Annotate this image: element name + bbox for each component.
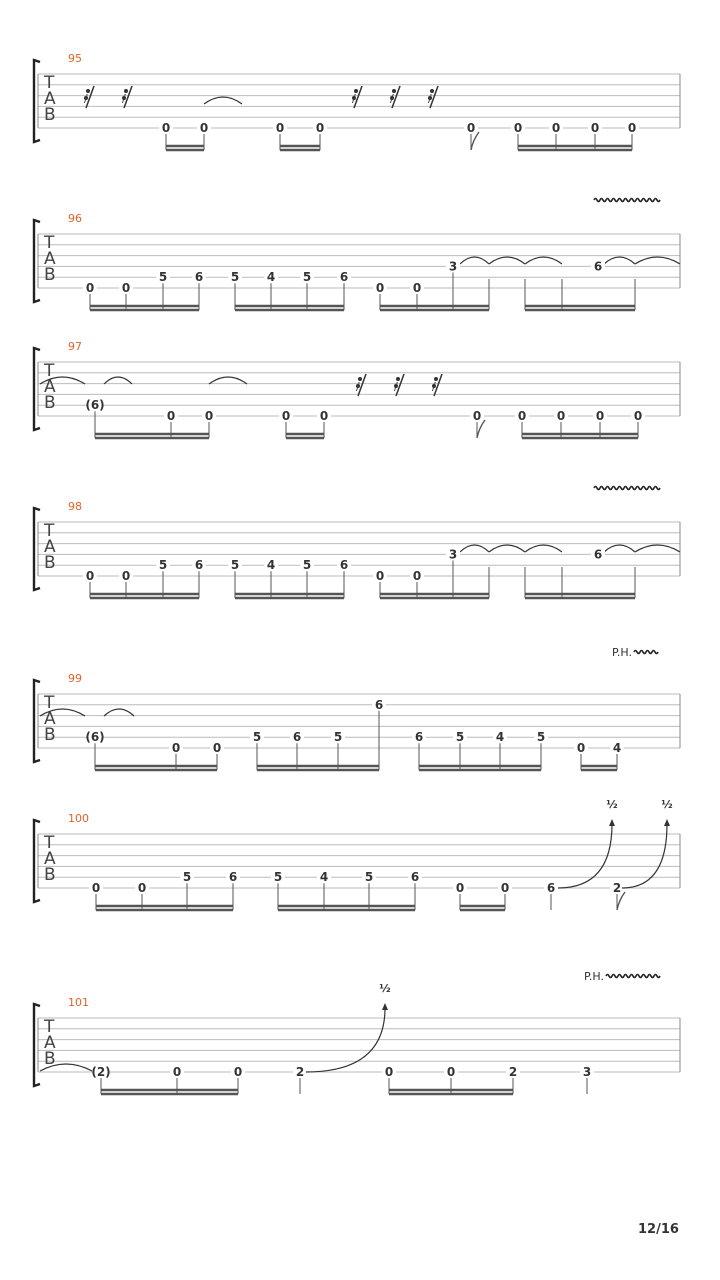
rest-dot bbox=[86, 89, 90, 93]
fret-number: 6 bbox=[194, 558, 204, 573]
rest-dot bbox=[122, 96, 126, 100]
rest-dot bbox=[124, 89, 128, 93]
pinch-harmonic-label: P.H. bbox=[584, 970, 604, 983]
tie-arc bbox=[104, 377, 132, 384]
tie-arc bbox=[525, 257, 562, 264]
fret-number: (6) bbox=[85, 398, 105, 413]
fret-number: 5 bbox=[230, 270, 240, 285]
system-bracket bbox=[34, 820, 40, 902]
fret-number: 0 bbox=[627, 121, 637, 135]
pinch-harmonic-label: P.H. bbox=[612, 646, 632, 659]
fret-number: 5 bbox=[333, 730, 343, 745]
tab-clef-letter: A bbox=[44, 89, 56, 109]
fret-number: 0 bbox=[375, 569, 385, 583]
tab-system-97 bbox=[34, 340, 680, 438]
system-bracket bbox=[34, 220, 40, 302]
fret-number: 0 bbox=[281, 409, 291, 423]
measure-number: 101 bbox=[68, 996, 89, 1009]
fret-number: 3 bbox=[582, 1065, 592, 1079]
measure-number: 98 bbox=[68, 500, 82, 513]
system-bracket bbox=[34, 680, 40, 762]
tie-arc bbox=[489, 257, 525, 264]
tab-system-96 bbox=[34, 199, 680, 311]
fret-number: 0 bbox=[633, 409, 643, 423]
fret-number: 0 bbox=[556, 409, 566, 423]
fret-number: 0 bbox=[319, 409, 329, 423]
tab-system-101 bbox=[34, 970, 680, 1094]
rest-dot bbox=[428, 96, 432, 100]
fret-number: 3 bbox=[448, 259, 458, 274]
fret-number: 6 bbox=[292, 730, 302, 745]
fret-number: 5 bbox=[302, 270, 312, 285]
rest-dot bbox=[84, 96, 88, 100]
bend-label: ½ bbox=[661, 798, 673, 811]
fret-number: 0 bbox=[576, 741, 586, 755]
tab-clef-letter: B bbox=[44, 553, 56, 573]
fret-number: 4 bbox=[495, 730, 505, 745]
fret-number: 0 bbox=[375, 281, 385, 295]
bend-arrowhead bbox=[382, 1003, 388, 1010]
fret-number: 0 bbox=[590, 121, 600, 135]
tie-arc bbox=[460, 257, 489, 264]
fret-number: 0 bbox=[166, 409, 176, 423]
fret-number: 0 bbox=[315, 121, 325, 135]
fret-number: 0 bbox=[412, 569, 422, 583]
rest-dot bbox=[354, 89, 358, 93]
tab-clef-letter: B bbox=[44, 865, 56, 885]
tie-arc bbox=[604, 257, 635, 264]
tab-clef-letter: B bbox=[44, 393, 56, 413]
fret-number: 0 bbox=[412, 281, 422, 295]
fret-number: 6 bbox=[339, 558, 349, 573]
fret-number: (6) bbox=[85, 730, 105, 745]
rest-dot bbox=[396, 377, 400, 381]
bend-arrowhead bbox=[609, 819, 615, 826]
measure-number: 97 bbox=[68, 340, 82, 353]
fret-number: 0 bbox=[455, 881, 465, 895]
fret-number: 0 bbox=[199, 121, 209, 135]
fret-number: 6 bbox=[414, 730, 424, 745]
rest-dot bbox=[352, 96, 356, 100]
tab-system-100 bbox=[34, 798, 680, 910]
rest-dot bbox=[394, 384, 398, 388]
fret-number: 5 bbox=[158, 270, 168, 285]
tab-clef-letter: B bbox=[44, 105, 56, 125]
system-bracket bbox=[34, 508, 40, 590]
fret-number: 0 bbox=[517, 409, 527, 423]
fret-number: 0 bbox=[233, 1065, 243, 1079]
rest-dot bbox=[434, 377, 438, 381]
rest-dot bbox=[358, 377, 362, 381]
tab-clef-letter: T bbox=[44, 833, 55, 853]
fret-number: 0 bbox=[121, 281, 131, 295]
tab-clef-letter: B bbox=[44, 265, 56, 285]
fret-number: 0 bbox=[446, 1065, 456, 1079]
tab-clef-letter: B bbox=[44, 725, 56, 745]
tab-clef-letter: T bbox=[44, 233, 55, 253]
tie-arc bbox=[635, 257, 680, 264]
vibrato-mark bbox=[594, 487, 660, 490]
fret-number: 0 bbox=[595, 409, 605, 423]
page-number: 12/16 bbox=[638, 1222, 679, 1237]
fret-number: 5 bbox=[182, 870, 192, 885]
tab-clef-letter: A bbox=[44, 249, 56, 269]
fret-number: 0 bbox=[513, 121, 523, 135]
tie-arc bbox=[104, 709, 134, 716]
tie-arc bbox=[635, 545, 680, 552]
fret-number: 5 bbox=[364, 870, 374, 885]
fret-number: 5 bbox=[302, 558, 312, 573]
rest-dot bbox=[392, 89, 396, 93]
fret-number: 6 bbox=[194, 270, 204, 285]
fret-number: 0 bbox=[172, 1065, 182, 1079]
fret-number: 0 bbox=[121, 569, 131, 583]
tie-arc bbox=[204, 97, 242, 104]
fret-number: 0 bbox=[384, 1065, 394, 1079]
tab-clef-letter: B bbox=[44, 1049, 56, 1069]
fret-number: 0 bbox=[85, 281, 95, 295]
fret-number: 5 bbox=[536, 730, 546, 745]
tab-clef-letter: T bbox=[44, 521, 55, 541]
fret-number: 6 bbox=[374, 697, 384, 712]
fret-number: 6 bbox=[593, 259, 603, 274]
fret-number: 4 bbox=[266, 558, 276, 573]
tab-clef-letter: T bbox=[44, 693, 55, 713]
vibrato-mark bbox=[606, 975, 660, 978]
tab-clef-letter: A bbox=[44, 377, 56, 397]
system-bracket bbox=[34, 1004, 40, 1086]
measure-number: 96 bbox=[68, 212, 82, 225]
fret-number: 2 bbox=[612, 881, 622, 895]
tab-clef-letter: T bbox=[44, 1017, 55, 1037]
fret-number: 0 bbox=[91, 881, 101, 895]
tab-clef-letter: A bbox=[44, 1033, 56, 1053]
rest-dot bbox=[430, 89, 434, 93]
fret-number: 4 bbox=[319, 870, 329, 885]
fret-number: 4 bbox=[266, 270, 276, 285]
fret-number: 6 bbox=[228, 870, 238, 885]
tab-system-98 bbox=[34, 487, 680, 599]
fret-number: 6 bbox=[339, 270, 349, 285]
tie-arc bbox=[489, 545, 525, 552]
tie-arc bbox=[525, 545, 562, 552]
fret-number: 0 bbox=[500, 881, 510, 895]
tab-clef-letter: A bbox=[44, 709, 56, 729]
fret-number: 5 bbox=[273, 870, 283, 885]
fret-number: 6 bbox=[593, 547, 603, 562]
rest-dot bbox=[390, 96, 394, 100]
system-bracket bbox=[34, 348, 40, 430]
fret-number: 2 bbox=[508, 1065, 518, 1079]
vibrato-mark bbox=[634, 651, 658, 654]
fret-number: 0 bbox=[171, 741, 181, 755]
fret-number: 5 bbox=[252, 730, 262, 745]
fret-number: 6 bbox=[546, 881, 556, 895]
tie-arc bbox=[604, 545, 635, 552]
fret-number: 5 bbox=[158, 558, 168, 573]
system-bracket bbox=[34, 60, 40, 142]
fret-number: 0 bbox=[275, 121, 285, 135]
measure-number: 100 bbox=[68, 812, 89, 825]
tab-clef-letter: A bbox=[44, 849, 56, 869]
fret-number: 0 bbox=[161, 121, 171, 135]
fret-number: 4 bbox=[612, 741, 622, 755]
fret-number: 0 bbox=[466, 121, 476, 135]
rest-dot bbox=[356, 384, 360, 388]
tab-clef-letter: T bbox=[44, 73, 55, 93]
bend-arrowhead bbox=[664, 819, 670, 826]
fret-number: 6 bbox=[410, 870, 420, 885]
fret-number: 5 bbox=[230, 558, 240, 573]
tab-clef-letter: A bbox=[44, 537, 56, 557]
tab-system-95 bbox=[34, 52, 680, 150]
tie-arc bbox=[460, 545, 489, 552]
rest-dot bbox=[432, 384, 436, 388]
vibrato-mark bbox=[594, 199, 660, 202]
tab-clef-letter: T bbox=[44, 361, 55, 381]
measure-number: 95 bbox=[68, 52, 82, 65]
fret-number: 3 bbox=[448, 547, 458, 562]
fret-number: 0 bbox=[85, 569, 95, 583]
fret-number: 0 bbox=[551, 121, 561, 135]
fret-number: 0 bbox=[204, 409, 214, 423]
fret-number: (2) bbox=[91, 1065, 111, 1079]
fret-number: 2 bbox=[295, 1065, 305, 1079]
fret-number: 0 bbox=[212, 741, 222, 755]
fret-number: 0 bbox=[137, 881, 147, 895]
tab-system-99 bbox=[34, 646, 680, 770]
bend-label: ½ bbox=[606, 798, 618, 811]
bend-label: ½ bbox=[379, 982, 391, 995]
measure-number: 99 bbox=[68, 672, 82, 685]
fret-number: 5 bbox=[455, 730, 465, 745]
tie-arc bbox=[209, 377, 247, 384]
fret-number: 0 bbox=[472, 409, 482, 423]
